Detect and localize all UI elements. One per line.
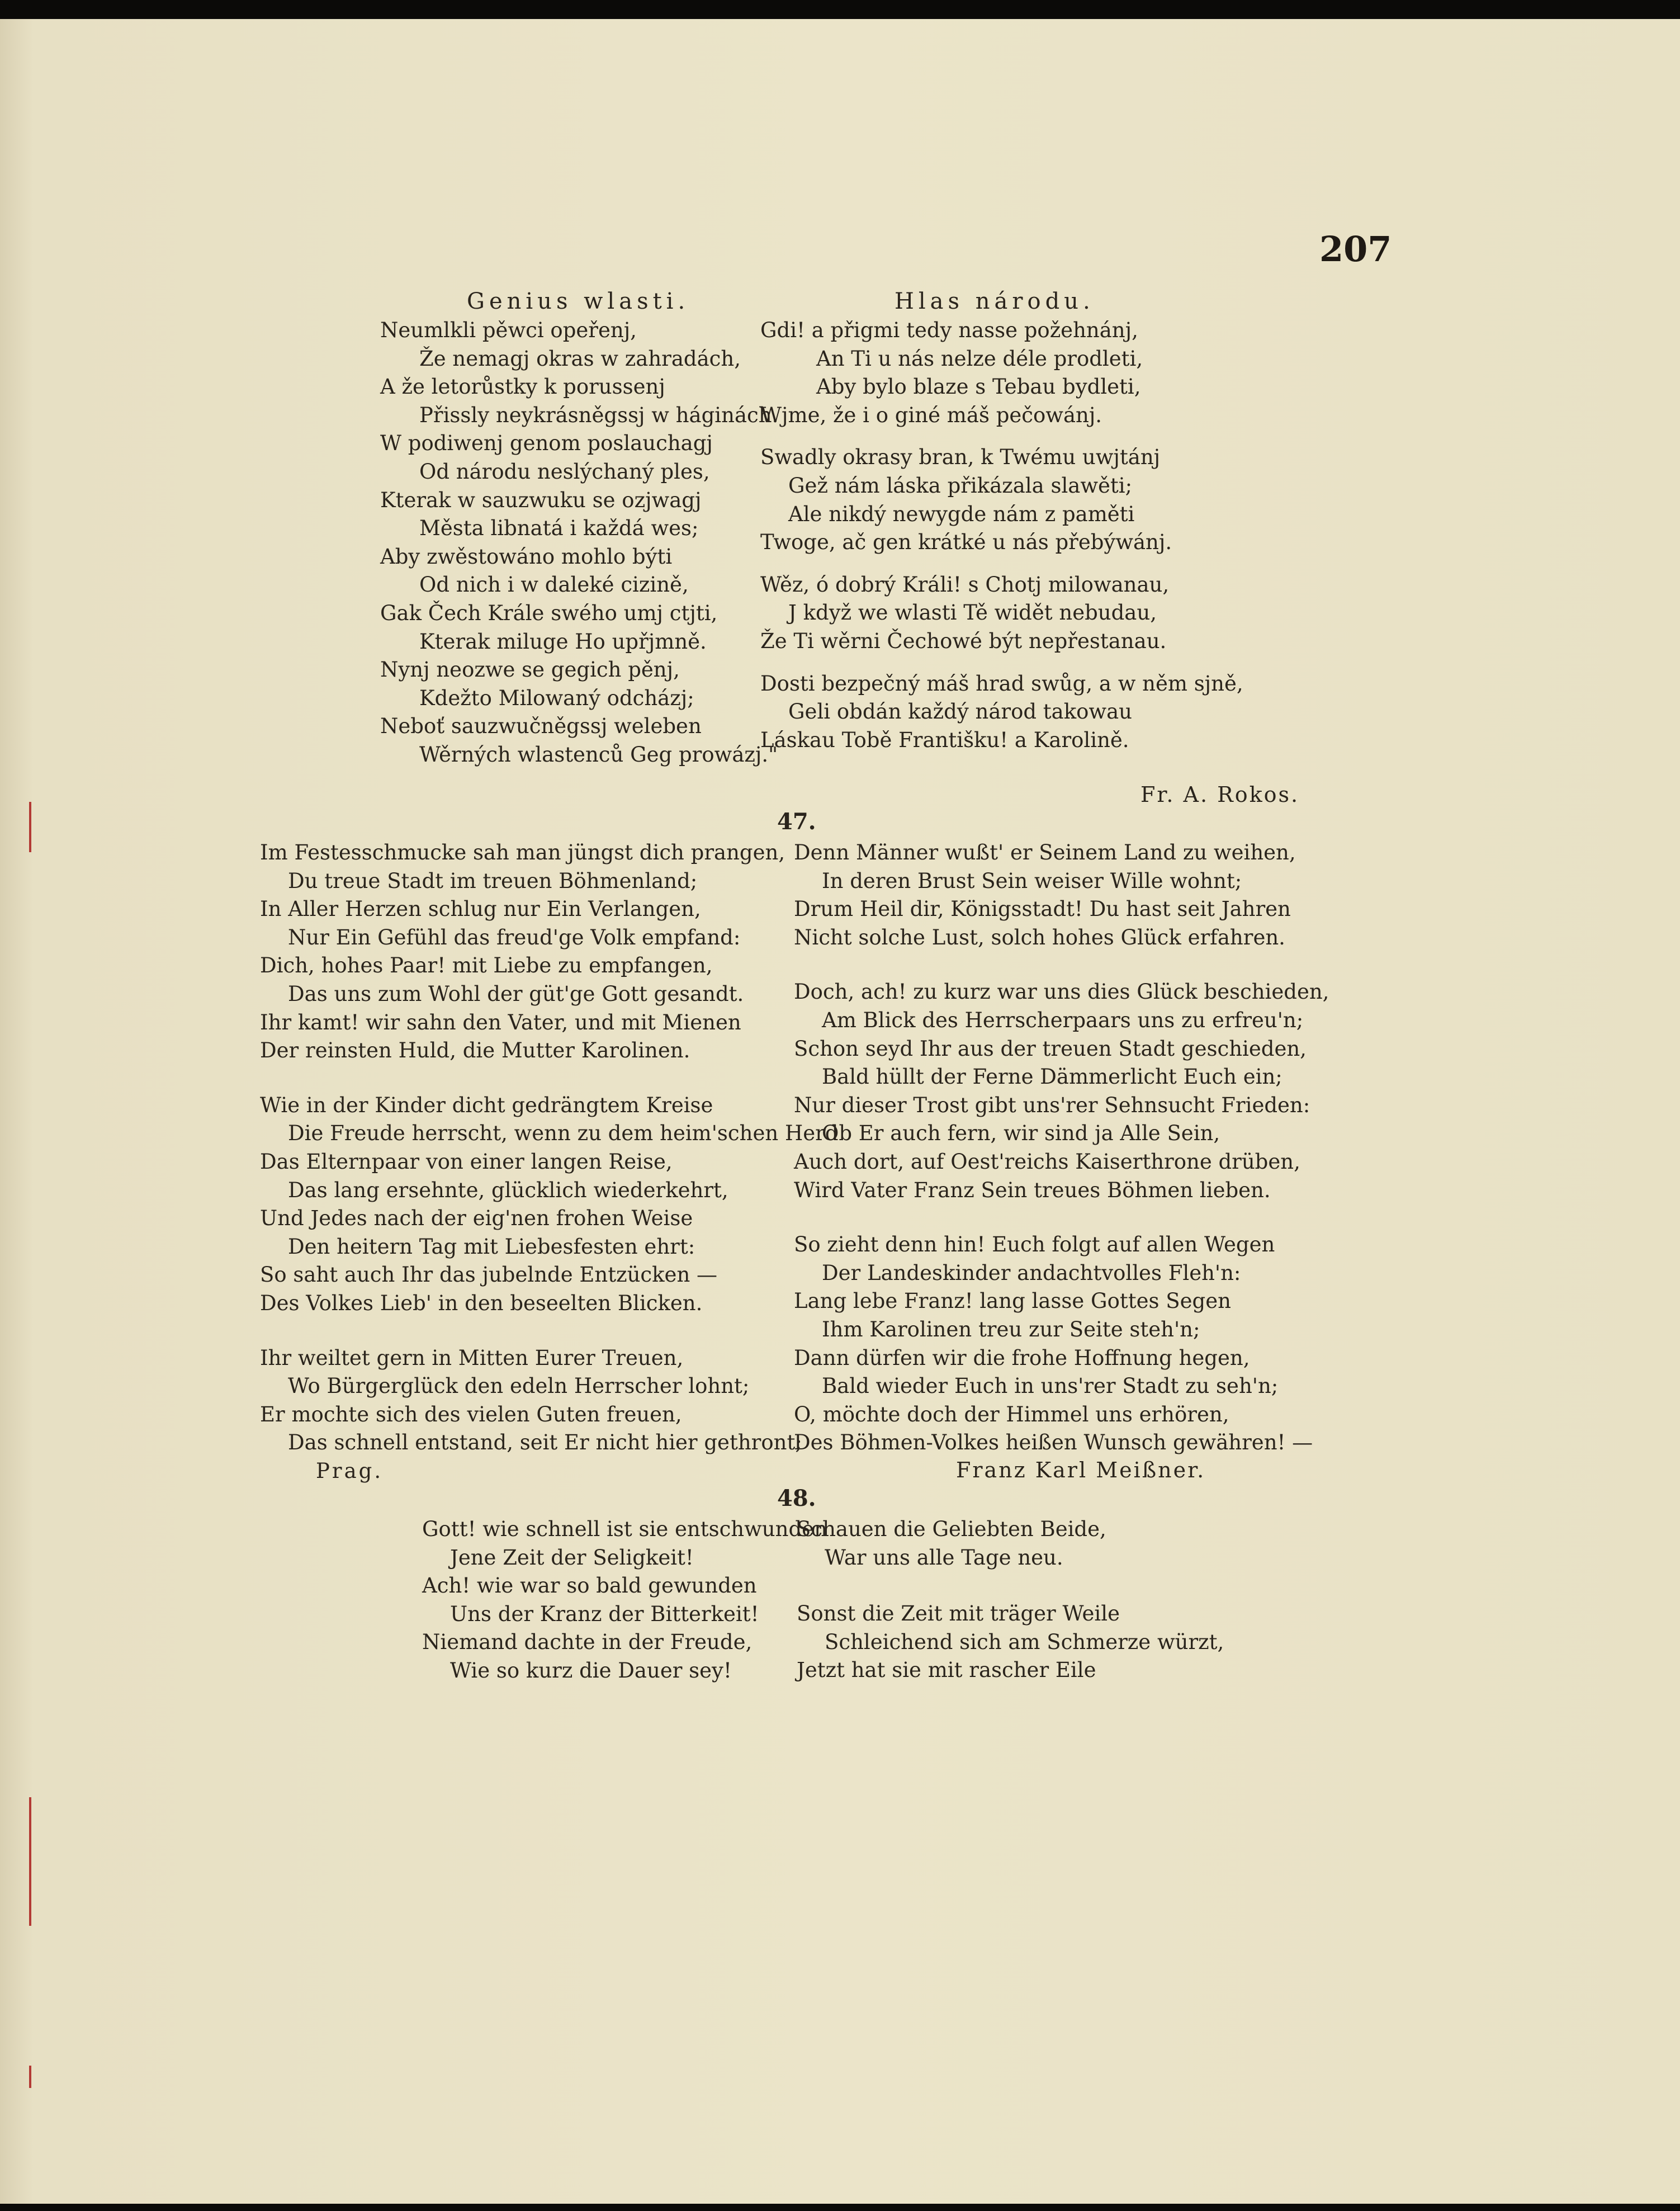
page-number: 207	[1319, 229, 1392, 270]
verse-line: Wjme, že i o giné máš pečowánj.	[760, 403, 1102, 427]
verse-line: Dann dürfen wir die frohe Hoffnung hegen,	[794, 1345, 1250, 1370]
verse-line: Ach! wie war so bald gewunden	[422, 1574, 757, 1598]
verse-line: Schon seyd Ihr aus der treuen Stadt geschieden,	[794, 1036, 1307, 1061]
verse-line: Nur Ein Gefühl das freud'ge Volk empfand:	[288, 925, 741, 949]
verse-line: Lang lebe Franz! lang lasse Gottes Segen	[794, 1289, 1231, 1314]
place-name: Prag.	[316, 1458, 384, 1483]
poem-title-hlas: Hlas národu.	[895, 289, 1095, 314]
verse-line: Kdežto Milowaný odcházj;	[419, 686, 694, 710]
margin-rule	[29, 802, 31, 852]
verse-line: Das uns zum Wohl der güt'ge Gott gesandt.	[288, 981, 744, 1006]
verse-line: Gott! wie schnell ist sie entschwunden	[422, 1517, 827, 1541]
verse-line: Jetzt hat sie mit rascher Eile	[797, 1658, 1096, 1683]
verse-line: Auch dort, auf Oest'reichs Kaiserthrone drüben,	[794, 1149, 1300, 1174]
verse-line: Bald hüllt der Ferne Dämmerlicht Euch ein;	[822, 1065, 1283, 1089]
verse-line: Das schnell entstand, seit Er nicht hier gethront;	[288, 1430, 802, 1455]
verse-line: Uns der Kranz der Bitterkeit!	[450, 1601, 759, 1626]
verse-line: Bald wieder Euch in uns'rer Stadt zu seh'n;	[822, 1374, 1279, 1399]
margin-rule	[29, 1797, 31, 1926]
verse-line: Nur dieser Trost gibt uns'rer Sehnsucht Frieden:	[794, 1093, 1310, 1117]
verse-line: So saht auch Ihr das jubelnde Entzücken —	[260, 1263, 718, 1287]
verse-line: Wie so kurz die Dauer sey!	[450, 1658, 732, 1683]
verse-line: Des Volkes Lieb' in den beseelten Blicken.	[260, 1291, 703, 1315]
verse-line: Die Freude herrscht, wenn zu dem heim'schen Herd	[288, 1121, 839, 1146]
section-number-48: 48.	[777, 1485, 816, 1511]
poem-48-left	[422, 1515, 827, 1685]
verse-line: Denn Männer wußt' er Seinem Land zu weihen,	[794, 840, 1296, 864]
verse-line: Wird Vater Franz Sein treues Böhmen lieben.	[794, 1178, 1271, 1202]
verse-line: So zieht denn hin! Euch folgt auf allen Wegen	[794, 1232, 1275, 1257]
verse-line: Des Böhmen-Volkes heißen Wunsch gewähren! —	[794, 1430, 1313, 1455]
verse-line: Sonst die Zeit mit träger Weile	[797, 1601, 1120, 1626]
poem-47-right	[794, 839, 1329, 1457]
verse-line: Kterak miluge Ho upřjmně.	[419, 629, 707, 654]
verse-line: Im Festesschmucke sah man jüngst dich prangen,	[260, 840, 785, 864]
verse-line: Ob Er auch fern, wir sind ja Alle Sein,	[822, 1121, 1220, 1146]
verse-line: Přissly neykrásněgssj w háginách.	[419, 403, 779, 427]
verse-line: Dosti bezpečný máš hrad swůg, a w něm sjně,	[760, 671, 1243, 696]
verse-line: Und Jedes nach der eig'nen frohen Weise	[260, 1206, 693, 1231]
verse-line: In deren Brust Sein weiser Wille wohnt;	[822, 868, 1242, 893]
verse-line: Er mochte sich des vielen Guten freuen,	[260, 1402, 682, 1426]
verse-line: Wěrných wlastenců Geg prowázj."	[419, 742, 778, 767]
verse-line: Der reinsten Huld, die Mutter Karolinen.	[260, 1038, 690, 1063]
verse-line: Der Landeskinder andachtvolles Fleh'n:	[822, 1260, 1241, 1285]
verse-line: Ale nikdý newygde nám z paměti	[788, 502, 1135, 526]
verse-line: An Ti u nás nelze déle prodleti,	[816, 346, 1143, 371]
verse-line: Das lang ersehnte, glücklich wiederkehrt,	[288, 1178, 728, 1202]
verse-line: Du treue Stadt im treuen Böhmenland;	[288, 868, 698, 893]
verse-line: Swadly okrasy bran, k Twému uwjtánj	[760, 445, 1161, 470]
verse-line: Wo Bürgerglück den edeln Herrscher lohnt;	[288, 1374, 750, 1399]
verse-line: Neumlkli pěwci opeřenj,	[380, 318, 637, 342]
verse-line: Nicht solche Lust, solch hohes Glück erfahren.	[794, 925, 1285, 949]
poem-hlas-body	[760, 316, 1243, 754]
verse-line: Wěz, ó dobrý Králi! s Chotj milowanau,	[760, 572, 1170, 597]
verse-line: Geli obdán každý národ takowau	[788, 700, 1132, 724]
verse-line: Nynj neozwe se gegich pěnj,	[380, 658, 680, 682]
verse-line: Am Blick des Herrscherpaars uns zu erfreu'n;	[822, 1008, 1304, 1032]
verse-line: Města libnatá i každá wes;	[419, 516, 699, 541]
verse-line: Láskau Tobě Františku! a Karolině.	[760, 727, 1129, 752]
verse-line: Ihr kamt! wir sahn den Vater, und mit Mienen	[260, 1010, 741, 1034]
verse-line: Gež nám láska přikázala slawěti;	[788, 473, 1133, 498]
signature-meissner: Franz Karl Meißner.	[956, 1458, 1206, 1482]
verse-line: Twoge, ač gen krátké u nás přebýwánj.	[760, 530, 1172, 555]
poem-genius-body	[380, 316, 778, 769]
verse-line: Doch, ach! zu kurz war uns dies Glück beschieden,	[794, 980, 1329, 1004]
verse-line: Ihr weiltet gern in Mitten Eurer Treuen,	[260, 1345, 684, 1370]
verse-line: Niemand dachte in der Freude,	[422, 1630, 753, 1655]
section-number-47: 47.	[777, 809, 816, 835]
verse-line: Dich, hohes Paar! mit Liebe zu empfangen,	[260, 953, 713, 978]
verse-line: Od národu neslýchaný ples,	[419, 459, 710, 484]
verse-line: Jene Zeit der Seligkeit!	[450, 1545, 694, 1570]
verse-line: Wie in der Kinder dicht gedrängtem Kreise	[260, 1093, 713, 1117]
verse-line: Gak Čech Krále swého umj ctjti,	[380, 601, 718, 625]
verse-line: War uns alle Tage neu.	[825, 1545, 1063, 1570]
verse-line: W podiwenj genom poslauchagj	[380, 431, 713, 456]
book-page	[0, 19, 1680, 2211]
verse-line: Das Elternpaar von einer langen Reise,	[260, 1149, 673, 1174]
verse-line: Aby bylo blaze s Tebau bydleti,	[816, 375, 1141, 399]
verse-line: Že nemagj okras w zahradách,	[419, 346, 741, 371]
margin-rule	[29, 2066, 31, 2088]
poem-48-right	[797, 1515, 1224, 1685]
verse-line: Drum Heil dir, Königsstadt! Du hast seit Jahren	[794, 897, 1291, 922]
verse-line: Ihm Karolinen treu zur Seite steh'n;	[822, 1317, 1200, 1341]
verse-line: J když we wlasti Tě widět nebudau,	[788, 601, 1157, 625]
verse-line: Gdi! a přigmi tedy nasse požehnánj,	[760, 318, 1138, 342]
verse-line: Schleichend sich am Schmerze würzt,	[825, 1629, 1224, 1654]
signature-rokos: Fr. A. Rokos.	[1140, 782, 1300, 807]
verse-line: Aby zwěstowáno mohlo býti	[380, 544, 673, 569]
verse-line: Den heitern Tag mit Liebesfesten ehrt:	[288, 1234, 695, 1259]
verse-line: Že Ti wěrni Čechowé být nepřestanau.	[760, 629, 1167, 653]
verse-line: A že letorůstky k porussenj	[380, 375, 665, 399]
verse-line: Od nich i w daleké cizině,	[419, 573, 689, 597]
verse-line: O, möchte doch der Himmel uns erhören,	[794, 1402, 1229, 1426]
scan-edge	[0, 2204, 1680, 2211]
verse-line: Neboť sauzwučněgssj weleben	[380, 714, 702, 739]
verse-line: Kterak w sauzwuku se ozjwagj	[380, 488, 702, 512]
verse-line: In Aller Herzen schlug nur Ein Verlangen,	[260, 897, 701, 922]
poem-47-left	[260, 839, 839, 1485]
poem-title-genius: Genius wlasti.	[467, 289, 690, 314]
verse-line: Schauen die Geliebten Beide,	[797, 1517, 1106, 1541]
